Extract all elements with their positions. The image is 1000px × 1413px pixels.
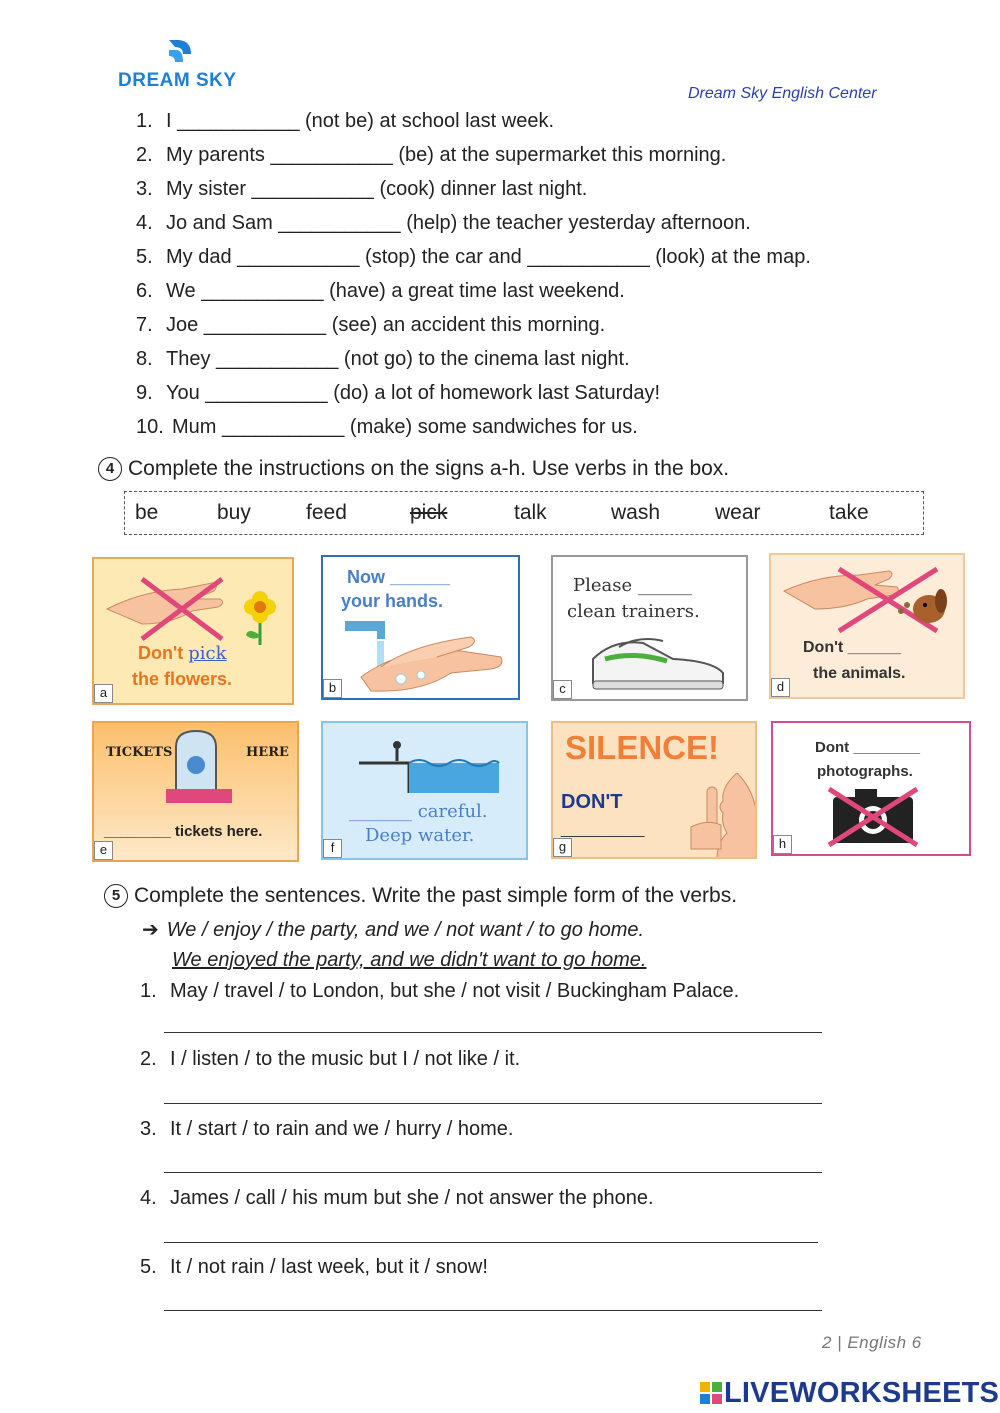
list-item: 5. My dad ___________ (stop) the car and ___________ (look) at the map. (136, 246, 811, 268)
exercise5-title: 5 Complete the sentences. Write the past simple form of the verbs. (104, 884, 737, 908)
question-3: 3. It / start / to rain and we / hurry / home. (140, 1118, 514, 1140)
list-item: 3. My sister ___________ (cook) dinner last night. (136, 178, 588, 200)
question-1: 1. May / travel / to London, but she / not visit / Buckingham Palace. (140, 980, 740, 1002)
word-box (124, 491, 924, 535)
sign-d-line1[interactable]: Don't ______ (803, 639, 902, 656)
word-buy: buy (217, 501, 251, 524)
question-5: 5. It / not rain / last week, but it / snow! (140, 1256, 488, 1278)
sign-c-line2: clean trainers. (567, 601, 700, 622)
ticket-machine-icon (164, 727, 234, 807)
example-answer: We enjoyed the party, and we didn't want to go home. (172, 949, 647, 971)
word-be: be (135, 501, 159, 524)
question-2: 2. I / listen / to the music but I / not like / it. (140, 1048, 521, 1070)
list-item: 7. Joe ___________ (see) an accident this morning. (136, 314, 606, 336)
trainers-icon (583, 629, 733, 695)
dream-sky-logo-icon (165, 38, 195, 70)
answer-line-1[interactable] (164, 1032, 822, 1033)
question-4: 4. James / call / his mum but she / not answer the phone. (140, 1187, 654, 1209)
sign-h-line2: photographs. (817, 763, 913, 780)
sign-d-line2: the animals. (813, 665, 906, 682)
sign-d (769, 553, 965, 699)
camera-icon (825, 785, 921, 847)
exercise4-title: 4 Complete the instructions on the signs a-h. Use verbs in the box. (98, 457, 729, 481)
sign-g-blank[interactable]: __________ (561, 821, 645, 838)
sign-e (92, 721, 299, 862)
sign-a-rest: the flowers. (132, 669, 233, 689)
sign-letter: a (94, 684, 113, 703)
sign-e-top-left: TICKETS (106, 745, 173, 760)
sign-letter: f (323, 839, 342, 858)
sign-f (321, 721, 528, 860)
sign-letter: g (553, 838, 572, 857)
sign-b (321, 555, 520, 700)
washing-hands-icon (341, 617, 511, 697)
center-name: Dream Sky English Center (688, 85, 877, 102)
list-item: 8. They ___________ (not go) to the cinema last night. (136, 348, 630, 370)
sign-letter: d (771, 678, 790, 697)
sign-e-top-right: HERE (246, 745, 289, 760)
list-item: 1. I ___________ (not be) at school last week. (136, 110, 555, 132)
list-item: 4. Jo and Sam ___________ (help) the teacher yesterday afternoon. (136, 212, 751, 234)
list-item: 6. We ___________ (have) a great time last weekend. (136, 280, 625, 302)
sign-letter: h (773, 835, 792, 854)
exercise-number: 4 (98, 457, 122, 481)
word-feed: feed (306, 501, 347, 524)
list-item: 10. Mum ___________ (make) some sandwiches for us. (136, 416, 638, 438)
sign-h-line1[interactable]: Dont ________ (815, 739, 921, 756)
sign-letter: e (94, 841, 113, 860)
sign-g-dont: DON'T (561, 791, 623, 813)
word-wear: wear (715, 501, 761, 524)
liveworksheets-brand: LIVEWORKSHEETS (724, 1377, 1000, 1409)
list-item: 9. You ___________ (do) a lot of homework last Saturday! (136, 382, 661, 404)
sign-letter: c (553, 680, 572, 699)
sign-a-dont: Don't (138, 643, 184, 663)
word-wash: wash (611, 501, 661, 524)
answer-line-2[interactable] (164, 1103, 822, 1104)
arrow-icon: ➔ (142, 919, 159, 941)
sign-f-line2: Deep water. (365, 825, 475, 846)
liveworksheets-logo-icon (700, 1382, 722, 1404)
hand-dog-icon (779, 561, 959, 641)
sign-b-line2: your hands. (341, 591, 444, 611)
sign-g (551, 721, 757, 859)
answer-line-4[interactable] (164, 1242, 818, 1243)
sign-b-line1[interactable]: Now ______ (347, 567, 451, 587)
answer-line-5[interactable] (164, 1310, 822, 1311)
sign-a-answer[interactable]: pick (188, 643, 227, 664)
deep-water-icon (353, 737, 503, 793)
exercise-number: 5 (104, 884, 128, 908)
word-take: take (829, 501, 869, 524)
sign-f-line1[interactable]: _______ careful. (349, 801, 488, 822)
logo-text: DREAM SKY (118, 70, 237, 91)
sign-e-bottom[interactable]: ________ tickets here. (104, 823, 263, 840)
sign-g-title: SILENCE! (565, 729, 720, 766)
sign-c-line1[interactable]: Please ______ (573, 575, 692, 596)
answer-line-3[interactable] (164, 1172, 822, 1173)
silence-finger-icon (677, 773, 757, 859)
exercise3-list (136, 104, 811, 444)
page-footer: 2 | English 6 (822, 1333, 922, 1352)
word-pick: pick (410, 501, 448, 524)
word-talk: talk (514, 501, 547, 524)
sign-letter: b (323, 679, 342, 698)
list-item: 2. My parents ___________ (be) at the supermarket this morning. (136, 144, 727, 166)
sign-a (92, 557, 294, 705)
sign-h (771, 721, 971, 856)
hand-flower-icon (102, 569, 292, 649)
example-prompt: ➔ We / enjoy / the party, and we / not want / to go home. (142, 919, 645, 941)
sign-c (551, 555, 748, 701)
